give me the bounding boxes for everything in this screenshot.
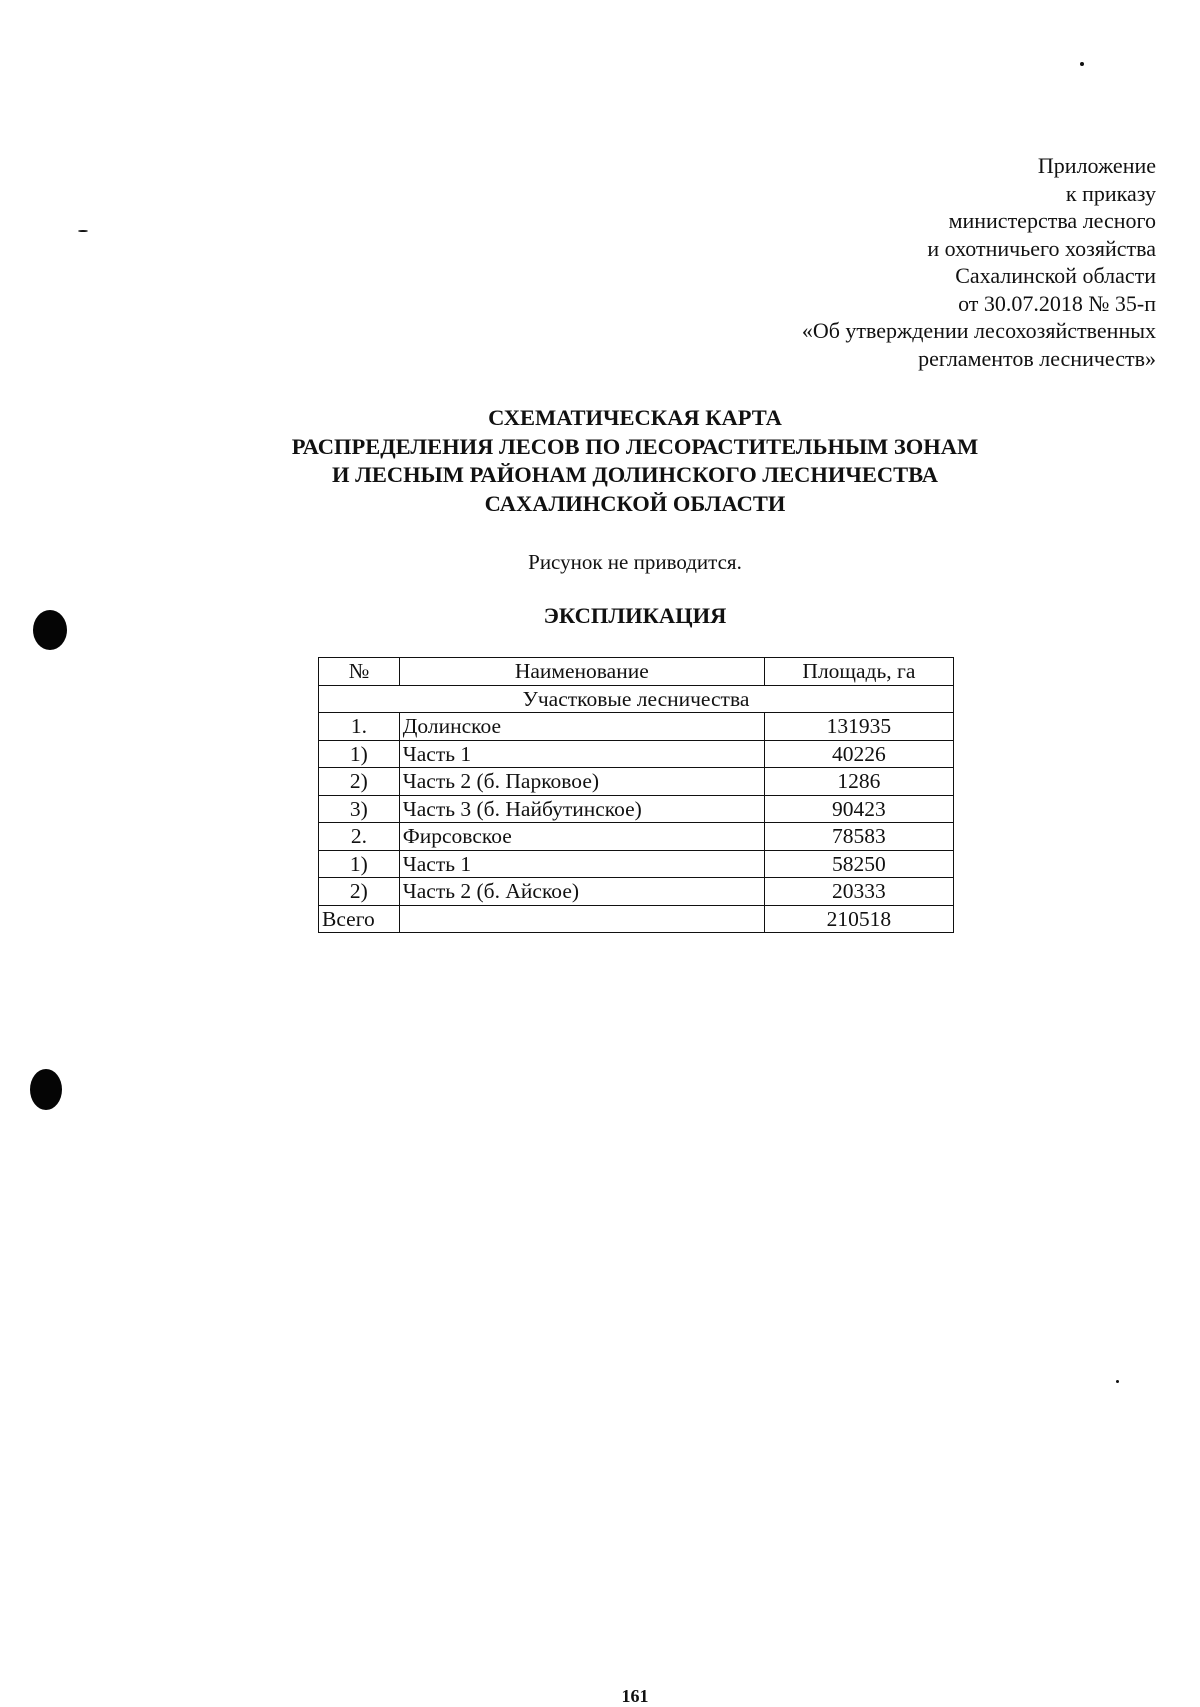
row-area: 78583 bbox=[764, 823, 953, 851]
title-line: РАСПРЕДЕЛЕНИЯ ЛЕСОВ ПО ЛЕСОРАСТИТЕЛЬНЫМ ЗОНАМ bbox=[291, 433, 979, 459]
row-area: 131935 bbox=[764, 713, 953, 741]
group-row bbox=[319, 685, 954, 713]
title-line: САХАЛИНСКОЙ ОБЛАСТИ bbox=[484, 490, 786, 516]
row-name: Часть 1 bbox=[399, 740, 764, 768]
row-number: 2) bbox=[319, 768, 400, 796]
row-number: 1. bbox=[319, 713, 400, 741]
title-line: СХЕМАТИЧЕСКАЯ КАРТА bbox=[488, 405, 782, 430]
row-number: 2) bbox=[319, 878, 400, 906]
appendix-line: Приложение bbox=[1037, 153, 1156, 178]
row-name: Долинское bbox=[399, 713, 764, 741]
appendix-block bbox=[802, 152, 1156, 372]
appendix-line: к приказу bbox=[1065, 180, 1156, 206]
document-title bbox=[0, 404, 1200, 518]
row-area: 90423 bbox=[764, 795, 953, 823]
row-area: 1286 bbox=[764, 768, 953, 796]
title-line: И ЛЕСНЫМ РАЙОНАМ ДОЛИНСКОГО ЛЕСНИЧЕСТВА bbox=[332, 462, 938, 487]
explication-table bbox=[318, 657, 954, 933]
ink-blot bbox=[33, 610, 67, 650]
header-area: Площадь, га bbox=[764, 658, 953, 686]
table-row bbox=[319, 713, 954, 741]
row-number: 3) bbox=[319, 795, 400, 823]
row-name: Часть 2 (б. Парковое) bbox=[399, 768, 764, 796]
header-name: Наименование bbox=[399, 658, 764, 686]
total-row bbox=[319, 905, 954, 933]
appendix-line: от 30.07.2018 № 35-п bbox=[958, 290, 1156, 316]
appendix-line: регламентов лесничеств» bbox=[918, 345, 1156, 371]
total-label: Всего bbox=[319, 905, 400, 933]
scan-speck bbox=[78, 230, 88, 232]
row-name: Фирсовское bbox=[399, 823, 764, 851]
appendix-line: «Об утверждении лесохозяйственных bbox=[801, 318, 1156, 343]
scan-speck bbox=[1080, 62, 1084, 66]
row-number: 1) bbox=[319, 850, 400, 878]
page-number: 161 bbox=[621, 1686, 649, 1706]
table-row bbox=[319, 768, 954, 796]
appendix-line: Сахалинской области bbox=[955, 263, 1156, 288]
table-row bbox=[319, 795, 954, 823]
group-label: Участковые лесничества bbox=[319, 685, 954, 713]
table-row bbox=[319, 823, 954, 851]
row-number: 2. bbox=[319, 823, 400, 851]
row-name: Часть 2 (б. Айское) bbox=[399, 878, 764, 906]
header-number: № bbox=[319, 658, 400, 686]
row-area: 58250 bbox=[764, 850, 953, 878]
row-number: 1) bbox=[319, 740, 400, 768]
table-row bbox=[319, 850, 954, 878]
row-name: Часть 3 (б. Найбутинское) bbox=[399, 795, 764, 823]
figure-note: Рисунок не приводится. bbox=[528, 550, 742, 574]
row-area: 40226 bbox=[764, 740, 953, 768]
appendix-line: министерства лесного bbox=[948, 208, 1156, 233]
row-area: 20333 bbox=[764, 878, 953, 906]
table-row bbox=[319, 740, 954, 768]
total-name bbox=[399, 905, 764, 933]
row-name: Часть 1 bbox=[399, 850, 764, 878]
ink-blot bbox=[30, 1069, 62, 1110]
table-header-row bbox=[319, 658, 954, 686]
table-row bbox=[319, 878, 954, 906]
explication-heading: ЭКСПЛИКАЦИЯ bbox=[543, 603, 727, 628]
total-area: 210518 bbox=[764, 905, 953, 933]
appendix-line: и охотничьего хозяйства bbox=[927, 235, 1156, 261]
scan-speck bbox=[1116, 1380, 1119, 1383]
